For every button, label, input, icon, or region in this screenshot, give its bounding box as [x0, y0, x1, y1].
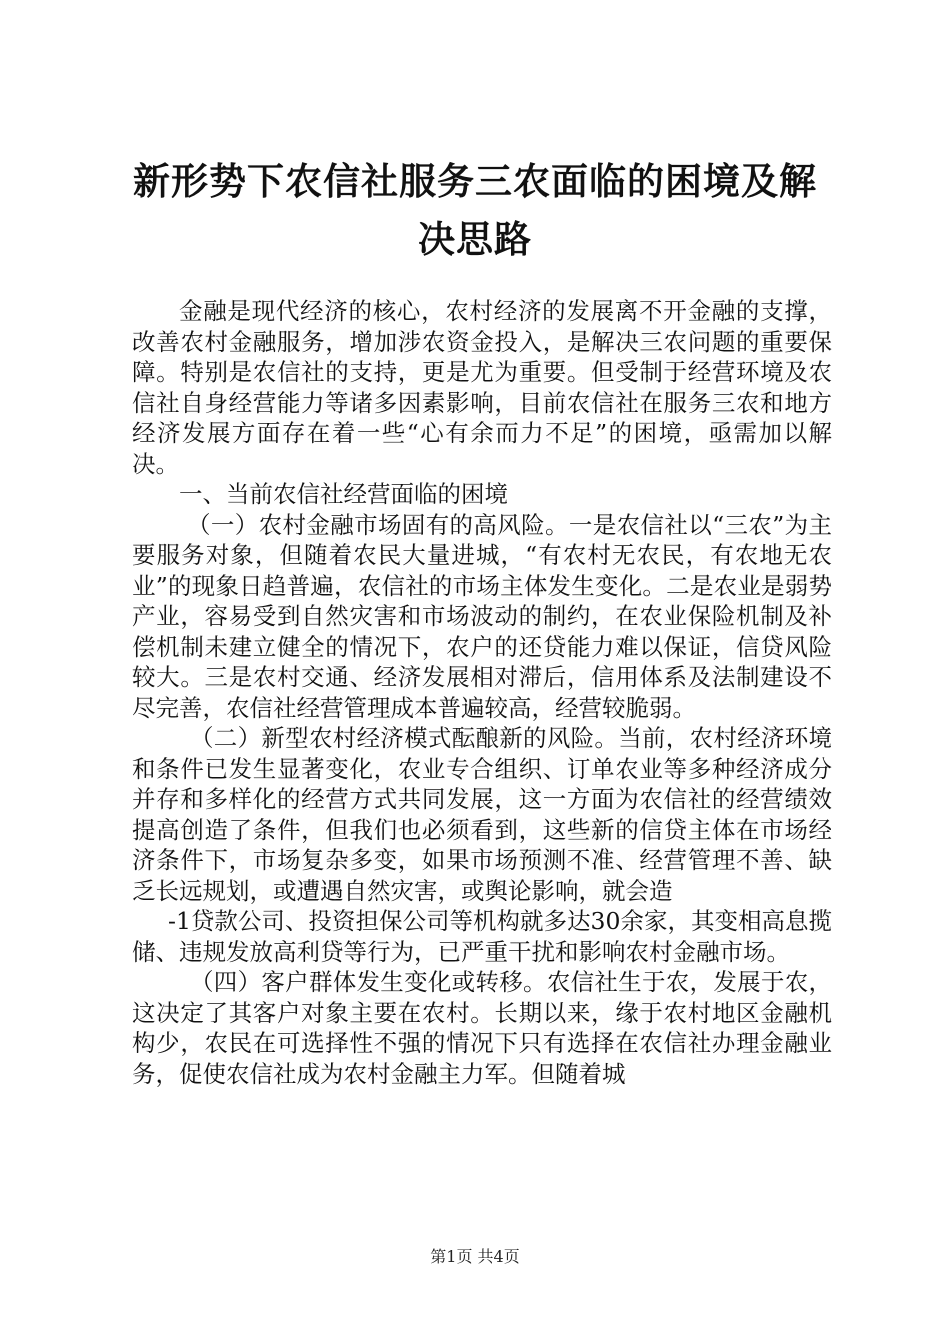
- paragraph-intro: 金融是现代经济的核心，农村经济的发展离不开金融的支撑，改善农村金融服务，增加涉农资金投入，是解决三农问题的重要保障。特别是农信社的支持，更是尤为重要。但受制于经营环境及农信社自身经营能力等诸多因素影响，目前农信社在服务三农和地方经济发展方面存在着一些“心有余而力不足”的困境，亟需加以解决。: [132, 297, 832, 478]
- paragraph-fragment: -1贷款公司、投资担保公司等机构就多达30余家，其变相高息揽储、违规发放高利贷等行为，已严重干扰和影响农村金融市场。: [132, 907, 832, 966]
- document-body: [132, 296, 832, 1089]
- page-number-footer: 第1页 共4页: [430, 1247, 520, 1266]
- page-title: 新形势下农信社服务三农面临的困境及解决思路: [133, 159, 817, 261]
- section-heading: 一、当前农信社经营面临的困境: [179, 480, 508, 508]
- paragraph-subsection-1: （一）农村金融市场固有的高风险。一是农信社以“三农”为主要服务对象，但随着农民大量进城，“有农村无农民，有农地无农业”的现象日趋普遍，农信社的市场主体发生变化。二是农业是弱势产业，容易受到自然灾害和市场波动的制约，在农业保险机制及补偿机制未建立健全的情况下，农户的还贷能力难以保证，信贷风险较大。三是农村交通、经济发展相对滞后，信用体系及法制建设不尽完善，农信社经营管理成本普遍较高，经营较脆弱。: [132, 510, 832, 722]
- paragraph-subsection-2: （二）新型农村经济模式酝酿新的风险。当前，农村经济环境和条件已发生显著变化，农业专合组织、订单农业等多种经济成分并存和多样化的经营方式共同发展，这一方面为农信社的经营绩效提高创造了条件，但我们也必须看到，这些新的信贷主体在市场经济条件下，市场复杂多变，如果市场预测不准、经营管理不善、缺乏长远规划，或遭遇自然灾害，或舆论影响，就会造: [132, 724, 832, 905]
- paragraph-subsection-4: （四）客户群体发生变化或转移。农信社生于农，发展于农，这决定了其客户对象主要在农村。长期以来，缘于农村地区金融机构少，农民在可选择性不强的情况下只有选择在农信社办理金融业务，促使农信社成为农村金融主力军。但随着城: [132, 968, 832, 1088]
